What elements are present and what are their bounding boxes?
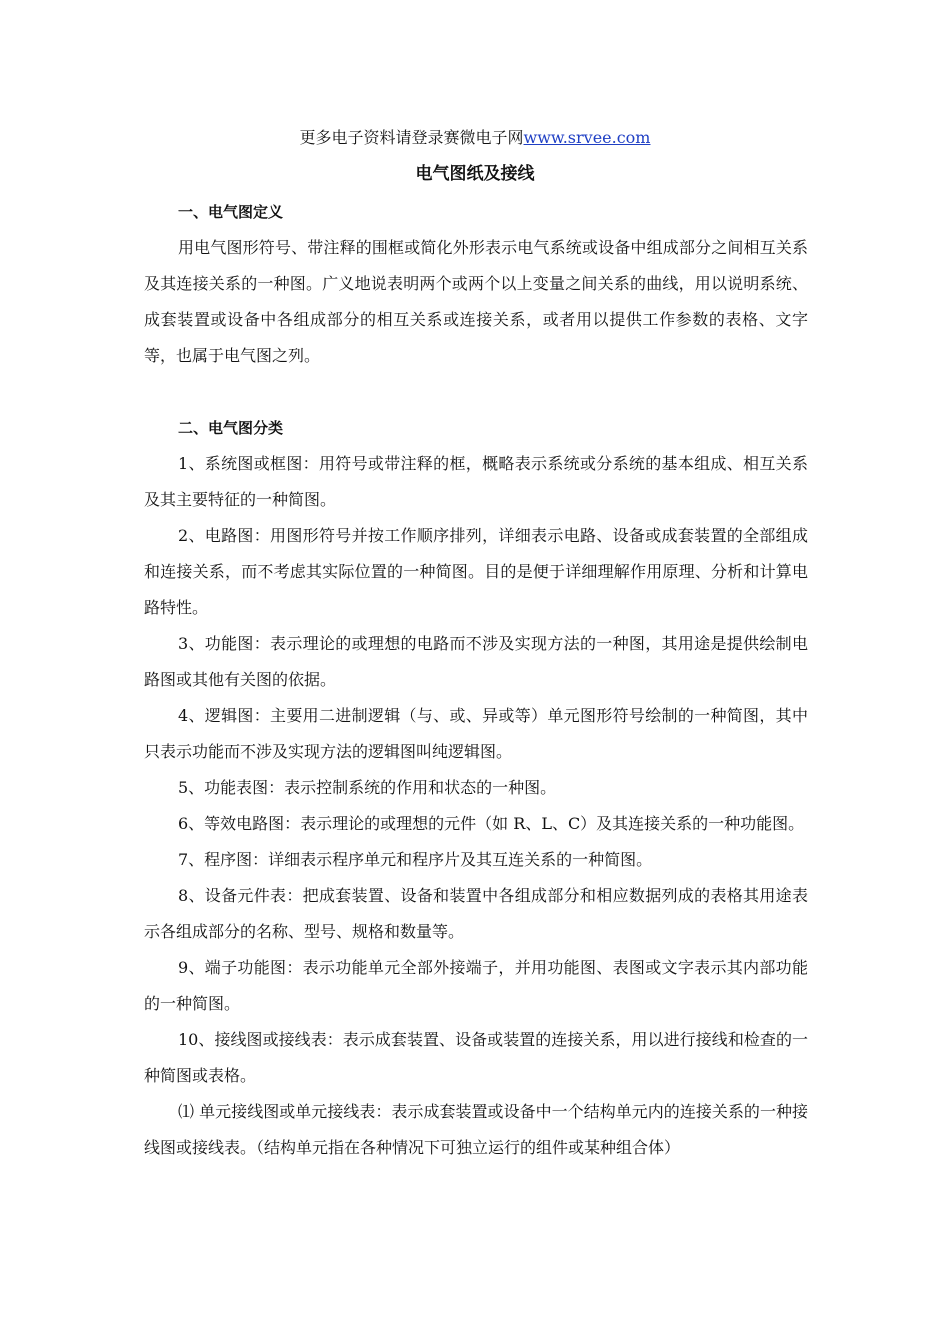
section-spacer xyxy=(144,374,808,410)
list-item: 9、端子功能图：表示功能单元全部外接端子，并用功能图、表图或文字表示其内部功能的一种简图。 xyxy=(144,958,808,1013)
list-item: 8、设备元件表：把成套装置、设备和装置中各组成部分和相应数据列成的表格其用途表示各组成部分的名称、型号、规格和数量等。 xyxy=(144,886,808,941)
header-prefix: 更多电子资料请登录赛微电子网 xyxy=(299,128,524,147)
document-title: 电气图纸及接线 xyxy=(415,164,535,184)
section-heading-definition: 一、电气图定义 xyxy=(178,203,284,221)
list-item: ⑴ 单元接线图或单元接线表：表示成套装置或设备中一个结构单元内的连接关系的一种接线图或接线表。（结构单元指在各种情况下可独立运行的组件或某种组合体） xyxy=(144,1102,808,1157)
list-item: 4、逻辑图：主要用二进制逻辑（与、或、异或等）单元图形符号绘制的一种简图，其中只表示功能而不涉及实现方法的逻辑图叫纯逻辑图。 xyxy=(144,706,808,761)
list-item: 10、接线图或接线表：表示成套装置、设备或装置的连接关系，用以进行接线和检查的一种简图或表格。 xyxy=(144,1030,808,1085)
list-item: 5、功能表图：表示控制系统的作用和状态的一种图。 xyxy=(178,778,557,797)
document-body xyxy=(144,194,808,1166)
header-line xyxy=(0,127,950,149)
list-item: 3、功能图：表示理论的或理想的电路而不涉及实现方法的一种图，其用途是提供绘制电路图或其他有关图的依据。 xyxy=(144,634,808,689)
list-item: 1、系统图或框图：用符号或带注释的框，概略表示系统或分系统的基本组成、相互关系及其主要特征的一种简图。 xyxy=(144,454,808,509)
list-item: 7、程序图：详细表示程序单元和程序片及其互连关系的一种简图。 xyxy=(178,850,653,869)
definition-paragraph: 用电气图形符号、带注释的围框或简化外形表示电气系统或设备中组成部分之间相互关系及其连接关系的一种图。广义地说表明两个或两个以上变量之间关系的曲线，用以说明系统、成套装置或设备中各组成部分的相互关系或连接关系，或者用以提供工作参数的表格、文字等，也属于电气图之列。 xyxy=(144,238,808,365)
list-item: 6、等效电路图：表示理论的或理想的元件（如 R、L、C）及其连接关系的一种功能图。 xyxy=(178,814,805,833)
website-link[interactable]: www.srvee.com xyxy=(523,128,651,147)
section-heading-classification: 二、电气图分类 xyxy=(178,419,284,437)
list-item: 2、电路图：用图形符号并按工作顺序排列，详细表示电路、设备或成套装置的全部组成和连接关系，而不考虑其实际位置的一种简图。目的是便于详细理解作用原理、分析和计算电路特性。 xyxy=(144,526,808,617)
